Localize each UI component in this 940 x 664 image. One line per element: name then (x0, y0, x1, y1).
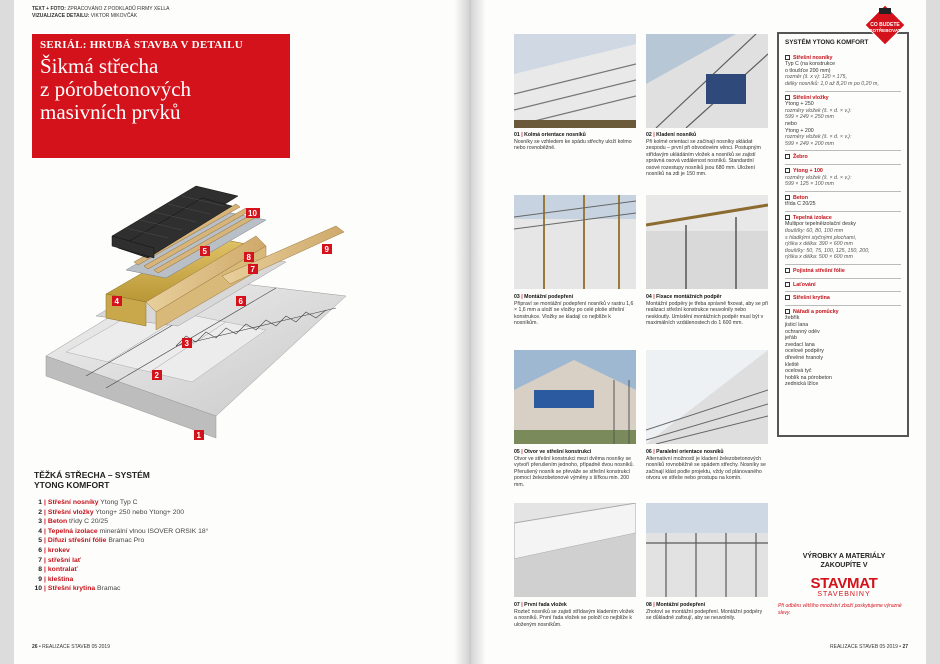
legend (34, 470, 334, 594)
label-text: 8 (246, 253, 251, 262)
title-line: masivních prvků (40, 100, 181, 124)
legend-list (34, 498, 334, 594)
legend-item: 2 | Střešní vložky Ytong+ 250 nebo Ytong+ 200 (34, 508, 334, 518)
brand-sub: STAVEBNINY (817, 591, 871, 598)
sidebar-item-head: Střešní nosníky (793, 54, 833, 61)
sidebar-line: Multipor tepelněizolační desky (785, 221, 856, 228)
photo-03 (514, 195, 636, 289)
sidebar-item-head: Ytong + 100 (793, 167, 823, 174)
badge-line: CO BUDETE (870, 22, 900, 28)
photo-04 (646, 195, 768, 289)
buy-heading-line: VÝROBKY A MATERIÁLY (802, 553, 886, 560)
sidebar-line: jeřáb (785, 335, 797, 342)
caption-title: Fixace montážních podpěr (656, 294, 722, 300)
sidebar-line: ocelové podpěry (785, 348, 824, 355)
caption-text: Zhotoví se montážní podepření. Montážní podpěry se důkladně zafixují, aby se neuvolnily. (646, 608, 763, 621)
sidebar-item (785, 292, 901, 306)
sidebar-heading: SYSTÉM YTONG KOMFORT (785, 39, 869, 46)
sidebar-item-head: Střešní krytina (793, 295, 830, 302)
label-4 (112, 296, 122, 306)
legend-heading-line: YTONG KOMFORT (34, 480, 110, 490)
caption-05: 05 | Otvor ve střešní konstrukci Otvor ve střešní konstrukci mezi dvěma nosníky se vytvoří přerušením jednoho, případně dvou nosníků. Přerušený nosník se převáže se střešní konstrukcí pomocí železobetonové výměny s šířkou min. 200 mm. (514, 449, 636, 488)
legend-num: 8 (38, 566, 42, 574)
label-text: 7 (250, 265, 255, 274)
sidebar-item-head: Pojistná střešní fólie (793, 268, 845, 275)
label-6 (236, 296, 246, 306)
legend-item: 8 | kontralať (34, 565, 334, 575)
sidebar-note: tloušťky: 60, 80, 100 mm (785, 228, 844, 235)
caption-text: Nosníky se vzhledem ke spádu střechy uloží kolmo nebo rovnoběžně. (514, 138, 632, 151)
sidebar-note: 599 × 249 × 200 mm (785, 140, 834, 147)
legend-num: 5 (38, 537, 42, 545)
legend-num: 1 (38, 499, 42, 506)
caption-08: 08 | Montážní podepření Zhotoví se montážní podepření. Montážní podpěry se důkladně zafixují, aby se neuvolnily. (646, 602, 768, 622)
legend-name: Beton (47, 518, 68, 526)
caption-title: Paralelní orientace nosníků (656, 449, 724, 455)
label-text: 6 (238, 297, 243, 306)
sidebar-line: ochranný oděv (785, 328, 820, 335)
sidebar-item (785, 165, 901, 192)
photo-08 (646, 503, 768, 597)
caption-title: Otvor ve střešní konstrukci (524, 449, 592, 455)
sidebar-item (785, 92, 901, 152)
legend-num: 6 (38, 546, 42, 554)
sidebar-note: délky nosníků: 1,0 až 8,20 m po 0,20 m, (785, 80, 879, 87)
checkbox-icon (785, 295, 790, 300)
label-1 (194, 430, 204, 440)
title-line: z pórobetonových (40, 77, 192, 101)
photo-07 (514, 503, 636, 597)
label-7 (248, 264, 258, 274)
sidebar-item (785, 151, 901, 165)
brand-name: STAVMAT (810, 575, 878, 592)
sidebar-line: Typ C (na konstrukce (785, 61, 836, 68)
checkbox-icon (785, 55, 790, 60)
sidebar-note: rýška x délka: 500 × 600 mm (785, 254, 853, 261)
sidebar-note: 599 × 249 × 250 mm (785, 114, 834, 121)
checkbox-icon (785, 154, 790, 159)
caption-num: 03 (514, 294, 520, 300)
label-10 (246, 208, 260, 218)
sidebar-line: kleště (785, 361, 799, 368)
checkbox-icon (785, 282, 790, 287)
co-budete-potrebovat-badge (864, 4, 906, 46)
magazine-name: REALIZACE STAVEB 05·2019 (830, 644, 898, 650)
sidebar-item-head: Laťování (793, 281, 816, 288)
sidebar-item-head: Tepelná izolace (793, 214, 832, 221)
page-number: 27 (902, 644, 908, 650)
legend-desc: Bramac (95, 585, 121, 593)
materials-sidebar (777, 32, 909, 437)
checkbox-icon (785, 168, 790, 173)
caption-num: 05 (514, 449, 520, 455)
caption-text: Alternativní možností je kladení železobetonových nosníků rovnoběžně se spádem střechy. Nosníky se začínají klást podle projektu, vždy od plánovaného otvoru ve střeše nebo prostupu na komín. (646, 455, 766, 481)
legend-heading (34, 470, 334, 490)
photo-02 (646, 34, 768, 128)
sidebar-line: třída C 20/25 (785, 201, 816, 208)
spine (454, 0, 486, 664)
sidebar-line: o tloušťce 200 mm) (785, 67, 831, 74)
checkbox-icon (785, 268, 790, 273)
visual-label: VIZUALIZACE DETAILU: (32, 12, 90, 19)
visual-value: VIKTOR MIKOVČÁK (90, 12, 138, 19)
label-5 (200, 246, 210, 256)
legend-item: 1 | Střešní nosníky Ytong Typ C (34, 498, 334, 508)
legend-name: Střešní krytina (47, 585, 96, 593)
label-8 (244, 252, 254, 262)
checkbox-icon (785, 95, 790, 100)
label-text: 9 (324, 245, 329, 254)
legend-desc: Ytong+ 250 nebo Ytong+ 200 (93, 508, 185, 516)
sidebar-note: s hladkými styčnými plochami, (785, 234, 857, 241)
sidebar-note: rozměry vložek (š. × d. × v.): (785, 174, 852, 181)
legend-item: 9 | kleština (34, 575, 334, 585)
roof-cross-section-illustration (26, 166, 346, 456)
legend-desc: Ytong Typ C (98, 499, 138, 506)
page-folio-left: 26 • REALIZACE STAVEB 05·2019 (32, 644, 110, 650)
sidebar-note: 599 × 125 × 100 mm (785, 181, 834, 188)
caption-num: 08 (646, 602, 652, 608)
legend-desc: Bramac Pro (106, 537, 145, 545)
caption-title: Kolmá orientace nosníků (524, 132, 586, 138)
caption-text: Rozteč nosníků se zajistí střídavým kladením vložek a nosníků. První řada vložek se položí co nejblíže k uloženým nosníkům. (514, 608, 634, 628)
sidebar-line: zvedací lana (785, 341, 815, 348)
legend-name: Tepelná izolace (47, 527, 98, 535)
label-text: 2 (154, 371, 159, 380)
caption-text: Montážní podpěry je třeba správně fixovat, aby se při realizaci střešní konstrukce neuvolnily nebo neskloutly. Umístění montážních podpěr musí být v maximálních vzdálenostech do 1 600 mm. (646, 300, 768, 326)
legend-num: 10 (34, 585, 42, 593)
legend-num: 3 (38, 518, 42, 526)
caption-06: 06 | Paralelní orientace nosníků Alternativní možností je kladení železobetonových nosníků rovnoběžně se spádem střechy. Nosníky se začínají klást podle projektu, vždy od plánovaného otvoru ve střeše nebo prostupu na komín. (646, 449, 768, 482)
sidebar-item-head: Žebro (793, 154, 808, 161)
caption-text: Připraví se montážní podepření nosníků v rastru 1,6 × 1,6 mm a uloží se vložky po celé ploše střešní konstrukce. Vložky se kladají co nejblíže k nosníkům. (514, 300, 634, 326)
label-2 (152, 370, 162, 380)
sidebar-item (785, 265, 901, 279)
buy-heading-line: ZAKOUPÍTE V (820, 562, 868, 569)
caption-num: 07 (514, 602, 520, 608)
legend-name: krokev (47, 546, 70, 554)
caption-text: Otvor ve střešní konstrukci mezi dvěma nosníky se vytvoří přerušením jednoho, případně dvou nosníků. Přerušený nosník se převáže se střešní konstrukcí pomocí železobetonové výměny s šířkou min. 200 mm. (514, 455, 634, 488)
sidebar-note: rozměry vložek (š. × d. × v.): (785, 107, 852, 114)
sidebar-item-head: Nářadí a pomůcky (793, 308, 839, 315)
legend-name: Střešní nosníky (47, 499, 99, 506)
caption-text: Při kolmé orientaci se začínají nosníky ukládat zespodu – první při obvodovém věnci. Postupným střídavým ukládáním vložek a nosníků se zajistí správná osová vzdálenost nosníků. Standardní osové rozestupy nosníků jsou 680 mm. Uložení nosníků na zdi je 150 mm. (646, 138, 761, 177)
sidebar-line: zednická lžíce (785, 381, 819, 388)
legend-num: 2 (38, 508, 42, 516)
legend-desc: třídy C 20/25 (67, 518, 108, 526)
legend-num: 4 (38, 527, 42, 535)
sidebar-note: rýška x délka: 390 × 600 mm (785, 241, 853, 248)
legend-num: 7 (38, 556, 42, 564)
badge-line: POTŘEBOVAT (869, 28, 901, 33)
checkbox-icon (785, 215, 790, 220)
label-text: 4 (114, 297, 119, 306)
sidebar-line: ocelová tyč (785, 368, 812, 375)
sidebar-note: rozměr (š. x v): 120 × 175, (785, 74, 847, 81)
photo-01 (514, 34, 636, 128)
label-9 (322, 244, 332, 254)
checkbox-icon (785, 309, 790, 314)
caption-title: Kladení nosníků (656, 132, 697, 138)
label-text: 1 (196, 431, 201, 440)
caption-num: 02 (646, 132, 652, 138)
legend-item: 4 | Tepelná izolace minerální vlnou ISOVER ORSIK 18° (34, 527, 334, 537)
legend-heading-line: TĚŽKÁ STŘECHA – SYSTÉM (34, 470, 150, 480)
credits-label: TEXT + FOTO: (32, 6, 66, 12)
sidebar-line: Ytong + 200 (785, 127, 814, 134)
sidebar-item (785, 279, 901, 293)
caption-num: 04 (646, 294, 652, 300)
caption-03: 03 | Montážní podepření Připraví se montážní podepření nosníků v rastru 1,6 × 1,6 mm a uloží se vložky po celé ploše střešní konstrukce. Vložky se kladají co nejblíže k nosníkům. (514, 294, 636, 327)
photo-06 (646, 350, 768, 444)
photo-05 (514, 350, 636, 444)
legend-item: 10 | Střešní krytina Bramac (34, 585, 121, 593)
credits (32, 6, 170, 19)
checkbox-icon (785, 195, 790, 200)
caption-num: 06 (646, 449, 652, 455)
sidebar-item-head: Střešní vložky (793, 94, 829, 101)
caption-01: 01 | Kolmá orientace nosníků Nosníky se vzhledem ke spádu střechy uloží kolmo nebo rovnoběžně. (514, 132, 636, 152)
left-page (14, 0, 454, 664)
credits-value: ZPRACOVÁNO Z PODKLADŮ FIRMY XELLA (67, 6, 170, 12)
legend-name: Difuzi střešní fólie (47, 537, 107, 545)
label-text: 5 (202, 247, 207, 256)
sidebar-item (785, 306, 901, 391)
sidebar-line: jisticí lana (785, 322, 809, 328)
page-number: 26 (32, 644, 38, 650)
sidebar-line: nebo (785, 120, 797, 127)
sidebar-item-head: Beton (793, 194, 809, 201)
magazine-name: REALIZACE STAVEB 05·2019 (42, 644, 110, 650)
caption-title: Montážní podepření (524, 294, 574, 300)
buy-heading (778, 552, 910, 570)
legend-item: 6 | krokev (34, 546, 334, 556)
sidebar-line: Ytong + 250 (785, 101, 814, 108)
legend-name: střešní lať (47, 556, 82, 564)
label-text: 3 (184, 339, 189, 348)
legend-desc: minerální vlnou ISOVER ORSIK 18° (97, 527, 209, 535)
legend-name: Střešní vložky (47, 508, 94, 516)
legend-name: kontralať (47, 566, 78, 574)
legend-item: 5 | Difuzi střešní fólie Bramac Pro (34, 536, 334, 546)
caption-title: První řada vložek (524, 602, 567, 608)
label-text: 10 (248, 209, 257, 218)
article-title (40, 55, 282, 124)
sidebar-line: hoblík na pórobeton (785, 374, 832, 381)
sidebar-item (785, 192, 901, 212)
stavmat-logo (778, 576, 910, 598)
caption-02: 02 | Kladení nosníků Při kolmé orientaci se začínají nosníky ukládat zespodu – první při obvodovém věnci. Postupným střídavým ukládáním vložek a nosníků se zajistí správná osová vzdálenost nosníků. Standardní osové rozestupy nosníků jsou 680 mm. Uložení nosníků na zdi je 150 mm. (646, 132, 768, 178)
sidebar-note: tloušťky: 50, 75, 100, 125, 150, 200, (785, 247, 870, 254)
label-3 (182, 338, 192, 348)
sidebar-item (785, 52, 901, 92)
sidebar-line: žebřík (785, 315, 800, 322)
title-line: Šikmá střecha (40, 54, 159, 78)
sidebar-note: rozměry vložek (š. × d. × v.): (785, 134, 852, 141)
legend-item: 3 | Beton třídy C 20/25 (34, 517, 334, 527)
series-label: SERIÁL: HRUBÁ STAVBA V DETAILU (40, 39, 243, 51)
right-page (486, 0, 926, 664)
caption-07: 07 | První řada vložek Rozteč nosníků se zajistí střídavým kladením vložek a nosníků. První řada vložek se položí co nejblíže k uloženým nosníkům. (514, 602, 636, 628)
buy-block (778, 552, 910, 616)
title-box (32, 34, 290, 158)
sidebar-line: dřevěné hranoly (785, 354, 823, 361)
caption-04: 04 | Fixace montážních podpěr Montážní podpěry je třeba správně fixovat, aby se při realizaci střešní konstrukce neuvolnily nebo neskloutly. Umístění montážních podpěr musí být v maximálních vzdálenostech do 1 600 mm. (646, 294, 768, 326)
legend-num: 9 (38, 575, 42, 583)
sidebar-item (785, 212, 901, 265)
legend-item: 7 | střešní lať (34, 556, 334, 566)
caption-title: Montážní podepření (656, 602, 706, 608)
legend-name: kleština (47, 575, 74, 583)
caption-num: 01 (514, 132, 520, 138)
promo-text: Při odběru většího množství zboží poskytujeme výrazné slevy. (778, 603, 902, 616)
page-folio-right: REALIZACE STAVEB 05·2019 • 27 (830, 644, 908, 650)
